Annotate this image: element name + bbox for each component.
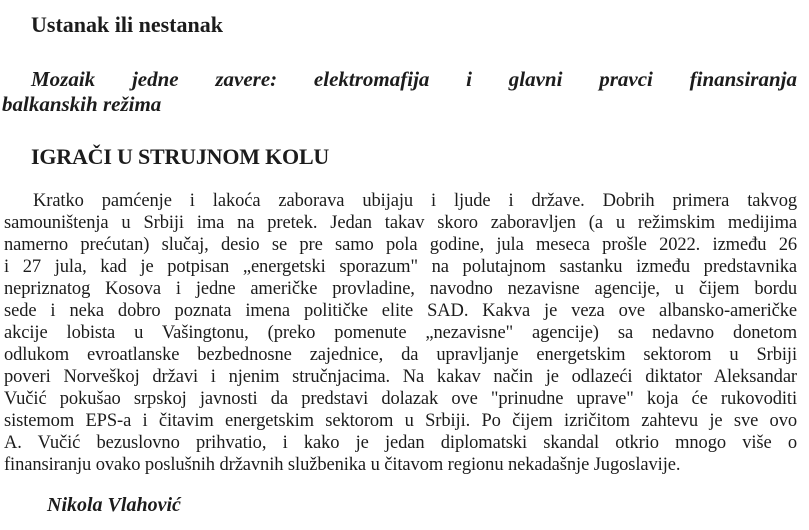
paragraph-line: A. Vučić bezuslovno prihvatio, i kako je jedan diplomatski skandal otkrio mnogo više o — [4, 433, 797, 453]
paragraph-line: Vučić pokušao srpskoj javnosti da predstavi dolazak ove "prinudne uprave" koja će rukovoditi — [4, 389, 797, 409]
paragraph-line: samouništenja u Srbiji ima na pretek. Jedan takav skoro zaboravljen (a u režimskim medijima — [4, 213, 797, 233]
paragraph-line: i 27 jula, kad je potpisan „energetski sporazum" na polutajnom sastanku između predstavnika — [4, 257, 797, 277]
subtitle-line: balkanskih režima — [2, 92, 162, 116]
subtitle-line: Mozaik jedne zavere: elektromafija i glavni pravci finansiranja — [31, 67, 797, 91]
author-signature: Nikola Vlahović — [47, 494, 181, 516]
paragraph-line: poveri Norveškoj državi i njenim stručnjacima. Na kakav način je odlazeći diktator Aleksandar — [4, 367, 797, 387]
paragraph-line: namerno prećutan) slučaj, desio se pre samo pola godine, jula meseca prošle 2022. između 26 — [4, 235, 797, 255]
body-paragraph — [4, 190, 797, 476]
paragraph-line: nepriznatog Kosova i jedne američke provladine, navodno nezavisne agencije, u čijem bordu — [4, 279, 797, 299]
section-heading: IGRAČI U STRUJNOM KOLU — [31, 144, 330, 169]
paragraph-line: finansiranju ovako poslušnih državnih službenika u čitavom regionu nekadašnje Jugoslavije. — [4, 455, 681, 475]
paragraph-line: akcije lobista u Vašingtonu, (preko pomenute „nezavisne" agencije) sa nedavno donetom — [4, 323, 797, 343]
paragraph-line: Kratko pamćenje i lakoća zaborava ubijaju i ljude i države. Dobrih primera takvog — [33, 191, 797, 211]
document-subtitle — [2, 67, 797, 117]
paragraph-line: sistemom EPS-a i čitavim energetskim sektorom u Srbiji. Po čijem izričitom zahtevu je sve ovo — [4, 411, 797, 431]
document-title: Ustanak ili nestanak — [31, 12, 223, 37]
paragraph-line: odlukom evroatlanske bezbednosne zajednice, da upravljanje energetskim sektorom u Srbiji — [4, 345, 797, 365]
paragraph-line: sede i neka dobro poznata imena političke elite SAD. Kakva je veza ove albansko-američke — [4, 301, 797, 321]
